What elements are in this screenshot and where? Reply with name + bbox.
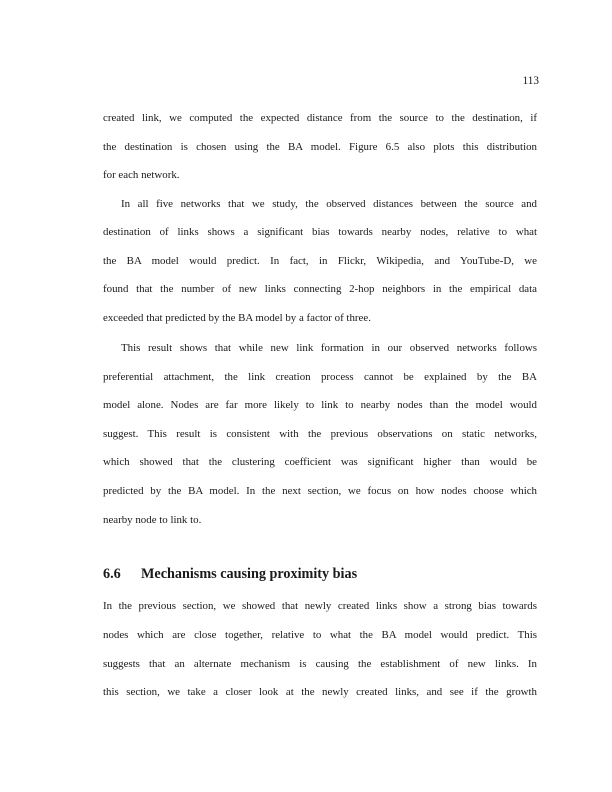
text-line: this section, we take a closer look at the newly created links, and see if the growth (103, 686, 537, 698)
text-line: predicted by the BA model. In the next section, we focus on how nodes choose which (103, 485, 537, 497)
section-heading (103, 566, 357, 583)
text-line: This result shows that while new link formation in our observed networks follows (121, 342, 537, 354)
text-line: which showed that the clustering coefficient was significant higher than would be (103, 456, 537, 468)
text-line: nearby node to link to. (103, 514, 202, 526)
text-line: created link, we computed the expected distance from the source to the destination, if (103, 112, 537, 124)
text-line: preferential attachment, the link creation process cannot be explained by the BA (103, 371, 537, 383)
text-line: model alone. Nodes are far more likely to link to nearby nodes than the model would (103, 399, 537, 411)
text-line: the BA model would predict. In fact, in Flickr, Wikipedia, and YouTube-D, we (103, 255, 537, 267)
text-line: exceeded that predicted by the BA model by a factor of three. (103, 312, 371, 324)
text-line: suggest. This result is consistent with the previous observations on static networks, (103, 428, 537, 440)
section-number: 6.6 (103, 566, 121, 582)
text-line: nodes which are close together, relative to what the BA model would predict. This (103, 629, 537, 641)
text-line: In the previous section, we showed that newly created links show a strong bias towards (103, 600, 537, 612)
section-title: Mechanisms causing proximity bias (141, 566, 358, 582)
text-line: found that the number of new links connecting 2-hop neighbors in the empirical data (103, 283, 537, 295)
text-line: suggests that an alternate mechanism is causing the establishment of new links. In (103, 658, 537, 670)
text-line: In all five networks that we study, the observed distances between the source and (121, 198, 537, 210)
text-line: the destination is chosen using the BA model. Figure 6.5 also plots this distribution (103, 141, 537, 153)
text-line: for each network. (103, 169, 180, 181)
text-line: destination of links shows a significant bias towards nearby nodes, relative to what (103, 226, 537, 238)
page-number: 113 (522, 75, 539, 87)
